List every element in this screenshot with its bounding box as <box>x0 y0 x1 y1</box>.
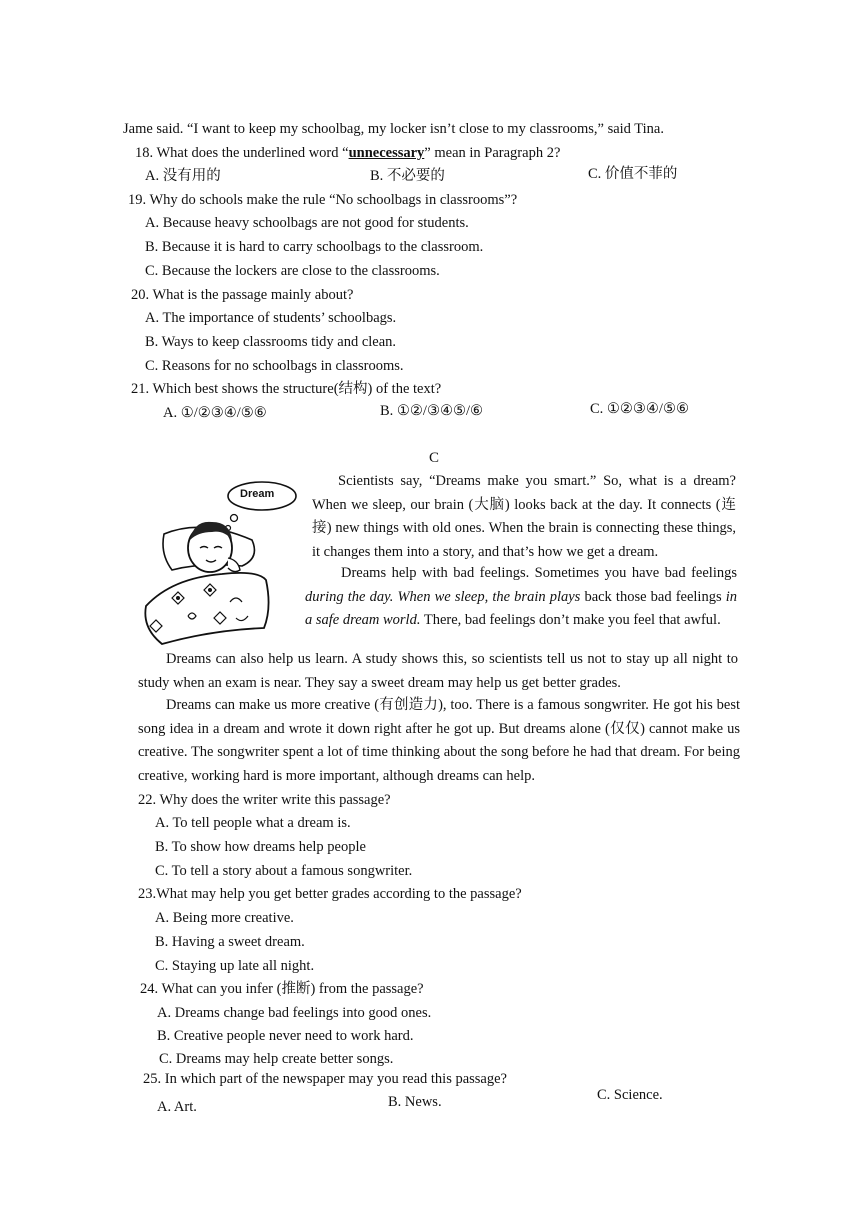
question-23-option-c[interactable]: C. Staying up late all night. <box>155 958 315 974</box>
question-18-suffix: ” mean in Paragraph 2? <box>424 145 561 161</box>
question-18-option-b[interactable]: B. 不必要的 <box>370 168 445 184</box>
question-24-option-c[interactable]: C. Dreams may help create better songs. <box>159 1051 394 1067</box>
question-21-option-c[interactable]: C. ①②③④/⑤⑥ <box>590 401 689 417</box>
question-20: 20. What is the passage mainly about? <box>131 287 354 303</box>
underlined-word: unnecessary <box>348 145 425 161</box>
question-22-option-b[interactable]: B. To show how dreams help people <box>155 839 366 855</box>
question-21-option-a[interactable]: A. ①/②③④/⑤⑥ <box>163 405 267 421</box>
question-18-option-c[interactable]: C. 价值不菲的 <box>588 166 678 182</box>
paragraph-2-text-a: Dreams help with bad feelings. Sometimes you have bad feelings <box>341 565 737 581</box>
question-25: 25. In which part of the newspaper may you read this passage? <box>143 1071 507 1087</box>
question-23: 23.What may help you get better grades according to the passage? <box>138 886 522 902</box>
paragraph-2 <box>305 562 737 633</box>
question-19-option-c[interactable]: C. Because the lockers are close to the classrooms. <box>145 263 440 279</box>
sleeping-child-image <box>132 478 302 646</box>
question-24: 24. What can you infer (推断) from the passage? <box>140 981 424 997</box>
paragraph-2-text-b: during the day. When we sleep, the brain plays <box>305 588 581 605</box>
paragraph-2-text-d: in a safe dream world. <box>305 588 737 628</box>
question-18 <box>135 144 560 162</box>
question-21: 21. Which best shows the structure(结构) of the text? <box>131 381 442 397</box>
question-20-option-b[interactable]: B. Ways to keep classrooms tidy and clean. <box>145 334 397 350</box>
question-23-option-b[interactable]: B. Having a sweet dream. <box>155 934 305 950</box>
section-heading: C <box>428 450 439 466</box>
passage-ending-line: Jame said. “I want to keep my schoolbag, my locker isn’t close to my classrooms,” said Tina. <box>123 121 664 137</box>
question-19-option-b[interactable]: B. Because it is hard to carry schoolbags to the classroom. <box>145 239 484 255</box>
paragraph-4: Dreams can make us more creative (有创造力), too. There is a famous songwriter. He got his best song idea in a dream and wrote it down right after he got up. But dreams alone (仅仅) cannot make us creative. The songwriter spent a lot of time thinking about the song before he had that dream. For being creative, working hard is more important, although dreams can help. <box>138 697 740 784</box>
question-25-option-c[interactable]: C. Science. <box>597 1087 663 1103</box>
paragraph-3: Dreams can also help us learn. A study shows this, so scientists tell us not to stay up all night to study when an exam is near. They say a sweet dream may help us get better grades. <box>138 651 738 691</box>
question-18-prefix: 18. What does the underlined word “ <box>135 145 349 161</box>
question-22: 22. Why does the writer write this passage? <box>138 792 391 808</box>
paragraph-1 <box>312 470 736 564</box>
question-20-option-c[interactable]: C. Reasons for no schoolbags in classrooms. <box>145 358 404 374</box>
question-24-option-a[interactable]: A. Dreams change bad feelings into good ones. <box>157 1005 432 1021</box>
question-18-option-a[interactable]: A. 没有用的 <box>145 168 221 184</box>
question-25-option-b[interactable]: B. News. <box>388 1094 442 1110</box>
question-23-option-a[interactable]: A. Being more creative. <box>155 910 294 926</box>
thought-bubble-label: Dream <box>240 488 275 500</box>
paragraph-1-text: Scientists say, “Dreams make you smart.” So, what is a dream? When we sleep, our brain (大脑) looks back at the day. It connects (连接) new things with old ones. When the brain is connecting these things, it changes them into a story, and that’s how we get a dream. <box>312 473 736 560</box>
dream-illustration <box>132 478 302 646</box>
question-19-option-a[interactable]: A. Because heavy schoolbags are not good for students. <box>145 215 469 231</box>
paragraph-2-text-e: There, bad feelings don’t make you feel that awful. <box>420 612 721 628</box>
question-24-option-b[interactable]: B. Creative people never need to work hard. <box>157 1028 414 1044</box>
question-20-option-a[interactable]: A. The importance of students’ schoolbags. <box>145 310 397 326</box>
question-22-option-c[interactable]: C. To tell a story about a famous songwriter. <box>155 863 413 879</box>
paragraph-2-text-c: back those bad feelings <box>580 588 726 605</box>
question-22-option-a[interactable]: A. To tell people what a dream is. <box>155 815 351 831</box>
question-19: 19. Why do schools make the rule “No schoolbags in classrooms”? <box>128 192 518 208</box>
question-21-option-b[interactable]: B. ①②/③④⑤/⑥ <box>380 403 483 419</box>
question-25-option-a[interactable]: A. Art. <box>157 1099 197 1115</box>
